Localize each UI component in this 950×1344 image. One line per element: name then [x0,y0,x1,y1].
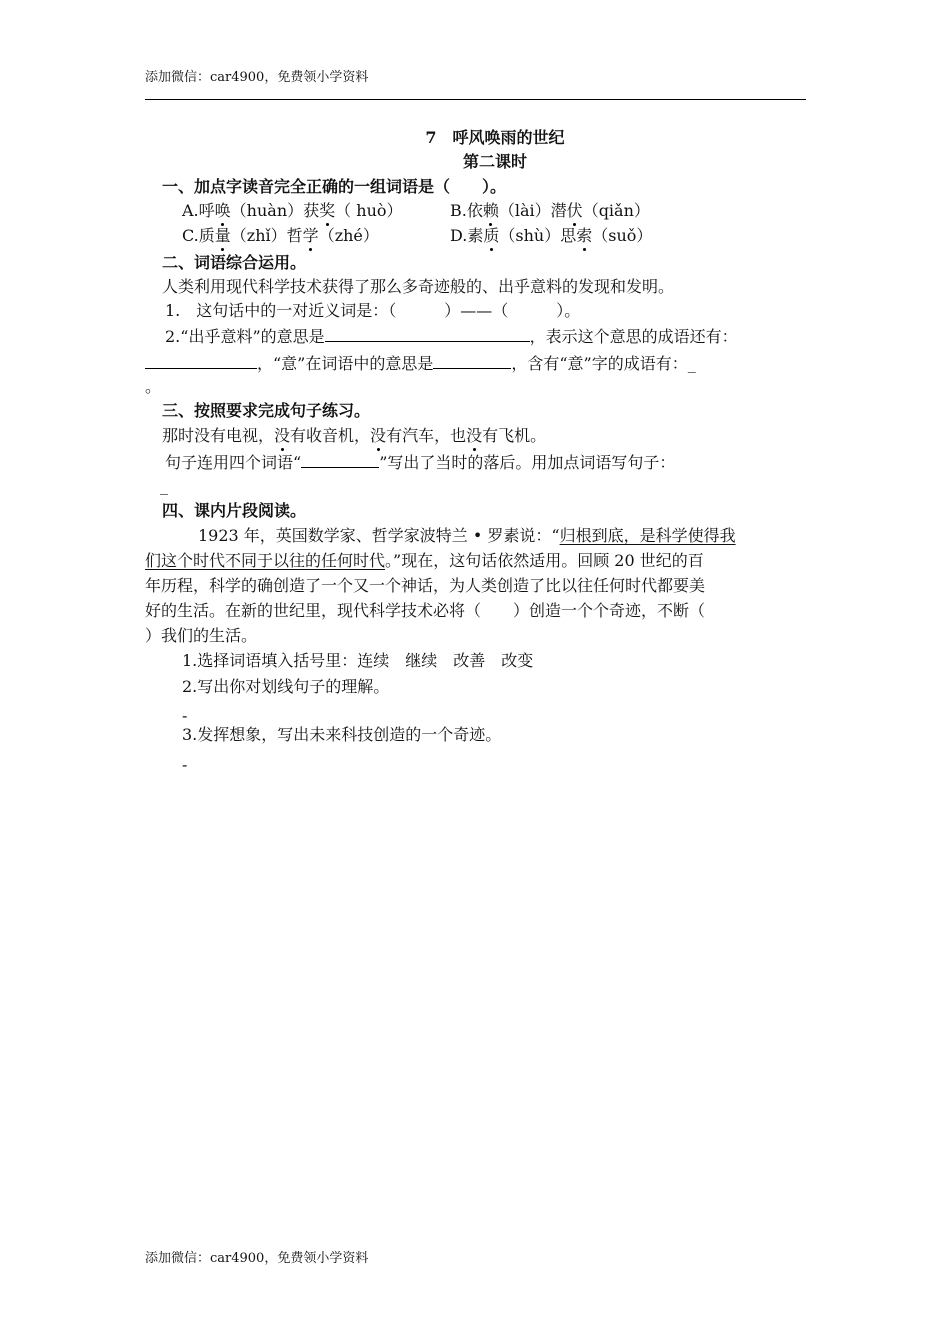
lesson-subtitle: 第二课时 [462,152,527,171]
section-3-heading: 三、按照要求完成句子练习。 [162,401,371,420]
section-2-sentence: 人类利用现代科学技术获得了那么多奇迹般的、出乎意料的发现和发明。 [162,277,675,296]
section-2-question-1: 1. 这句话中的一对近义词是：（ ）——（ ）。 [165,301,581,320]
option-d: D.素质（shù）思索（suǒ） [450,226,653,245]
section-1-heading: 一、加点字读音完全正确的一组词语是（ ）。 [162,177,507,196]
answer-blank[interactable] [301,451,379,468]
section-3-answer-mark: _ [160,476,168,495]
header-rule [145,99,806,100]
underlined-sentence: 归根到底，是科学使得我 [559,526,736,545]
section-4-question-1: 1.选择词语填入括号里：连续 继续 改善 改变 [182,651,534,670]
section-4-heading: 四、课内片段阅读。 [162,501,307,520]
passage-line-3: 年历程，科学的确创造了一个又一个神话，为人类创造了比以往任何时代都要美 [145,576,706,595]
section-4-answer-mark-2: - [182,706,188,725]
passage-line-1: 1923 年，英国数学家、哲学家波特兰 • 罗素说：“归根到底，是科学使得我 [198,526,736,545]
answer-blank[interactable] [433,352,511,369]
section-2-question-2-cont: ，“意”在词语中的意思是 ，含有“意”字的成语有：_ [145,352,696,375]
option-a: A.呼唤（huàn）获奖（ huò） [182,201,403,220]
section-2-heading: 二、词语综合运用。 [162,253,307,272]
section-4-answer-mark-3: - [182,755,188,774]
section-3-question: 句子连用四个词语“ ”写出了当时的落后。用加点词语写句子： [165,453,676,472]
answer-blank[interactable] [325,325,530,342]
passage-line-2: 们这个时代不同于以往的任何时代。”现在，这句话依然适用。回顾 20 世纪的百 [145,551,704,570]
passage-line-4: 好的生活。在新的世纪里，现代科学技术必将（ ）创造一个个奇迹，不断（ [145,601,706,620]
section-3-sentence: 那时没有电视，没有收音机，没有汽车，也没有飞机。 [162,426,547,445]
passage-line-5: ）我们的生活。 [145,626,258,645]
section-4-question-2: 2.写出你对划线句子的理解。 [182,677,390,696]
lesson-title: 7 呼风唤雨的世纪 [425,128,565,147]
underlined-sentence: 们这个时代不同于以往的任何时代 [145,551,386,570]
answer-blank[interactable] [145,352,257,369]
section-2-end-mark: 。 [145,377,162,396]
option-c: C.质量（zhǐ）哲学（zhé） [182,226,379,245]
option-b: B.依赖（lài）潜伏（qiǎn） [450,201,650,220]
page-footer: 添加微信：car4900，免费领小学资料 [145,1251,369,1266]
section-4-question-3: 3.发挥想象，写出未来科技创造的一个奇迹。 [182,725,502,744]
page-header: 添加微信：car4900，免费领小学资料 [145,70,369,85]
section-2-question-2: 2.“出乎意料”的意思是 ，表示这个意思的成语还有： [165,327,738,346]
